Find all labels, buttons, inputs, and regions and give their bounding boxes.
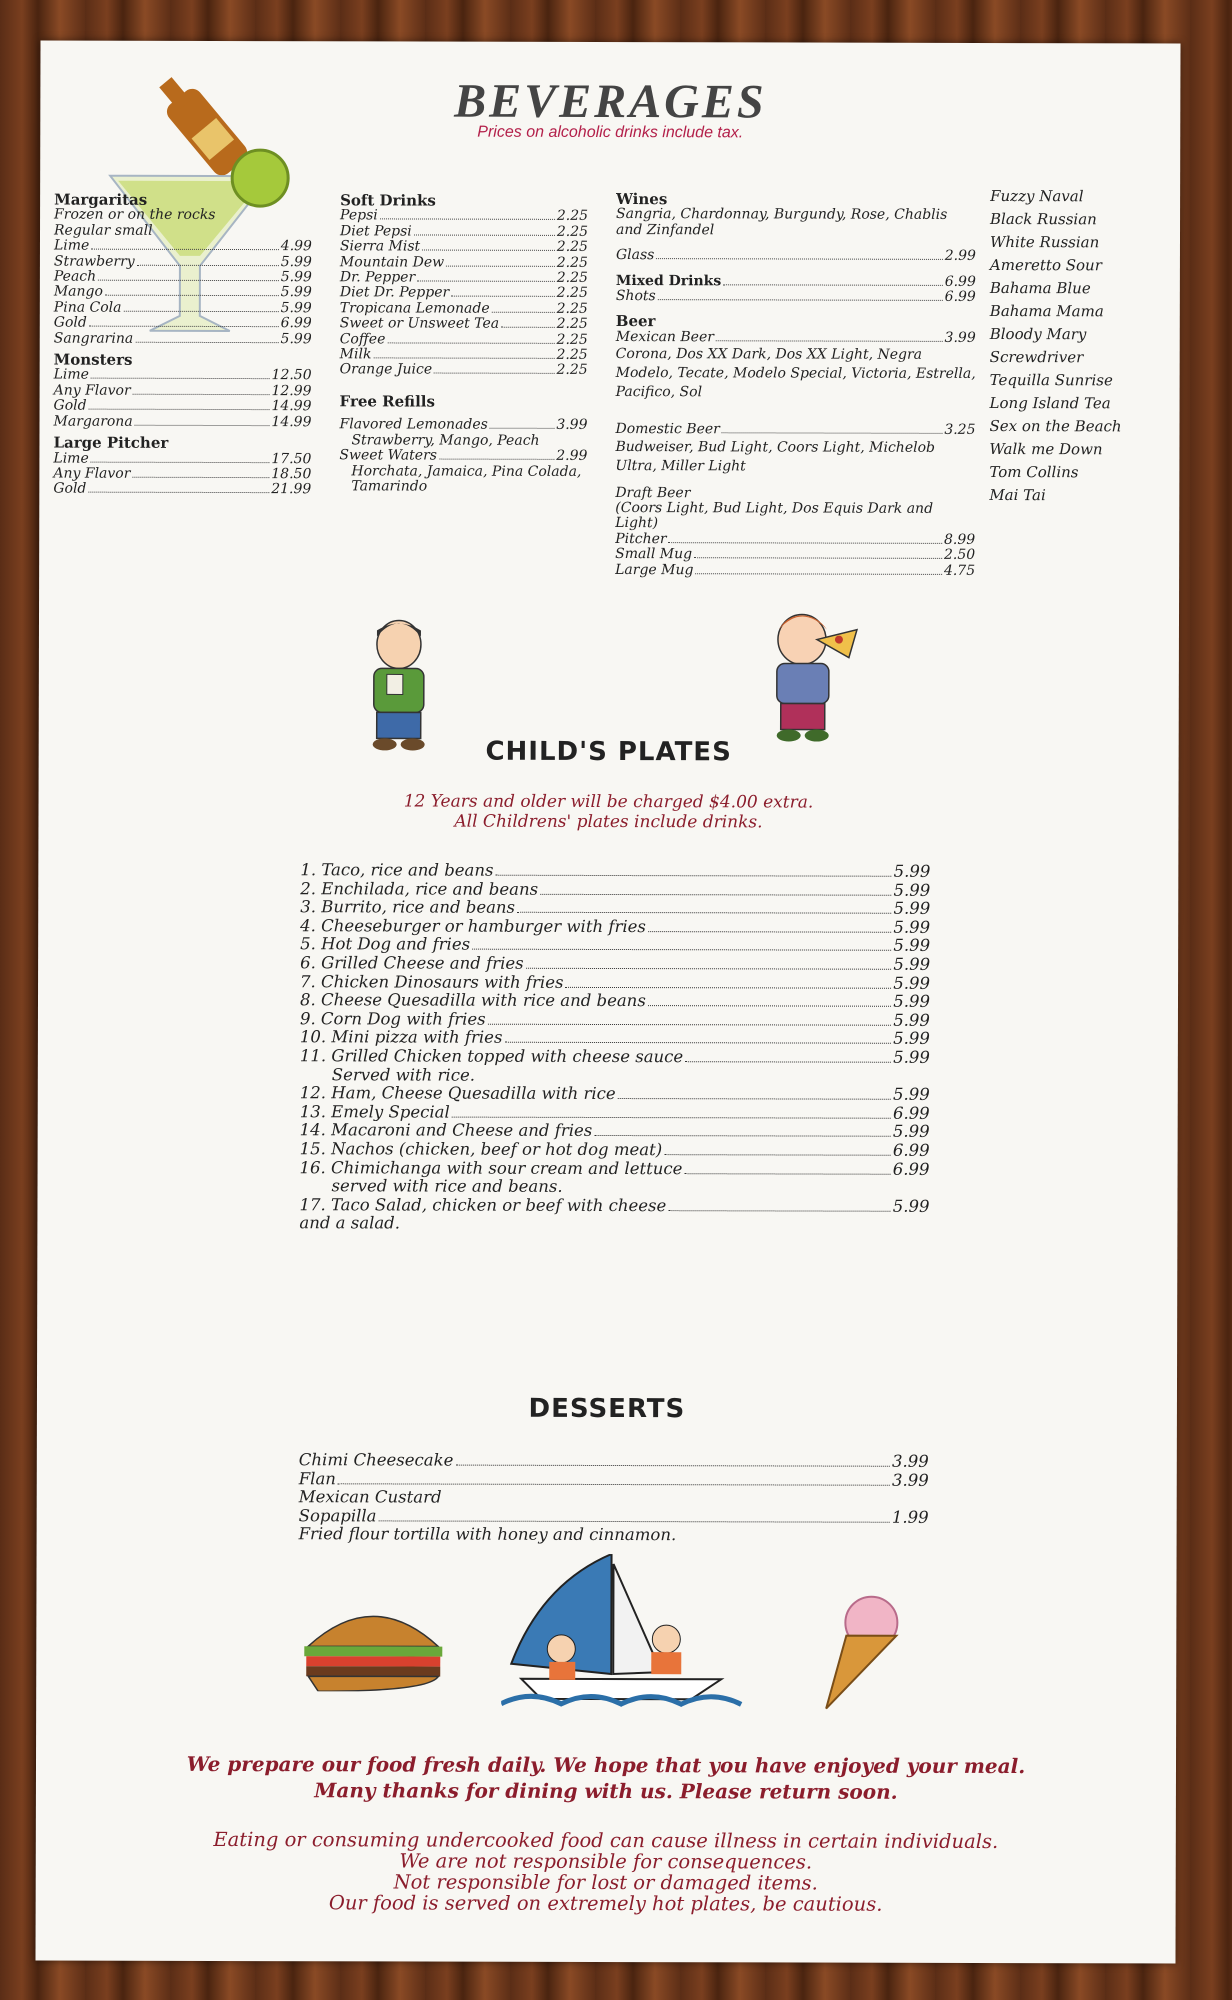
wines-beer-column bbox=[615, 192, 976, 579]
kid-eating-pizza-illustration bbox=[757, 607, 867, 747]
menu-item: Lime 4.99 bbox=[53, 237, 312, 255]
menu-item: Milk 2.25 bbox=[339, 346, 588, 364]
childs-plates-note bbox=[38, 791, 1178, 834]
soft-drinks-list bbox=[340, 209, 588, 379]
soft-drinks-heading: Soft Drinks bbox=[340, 191, 436, 210]
menu-item: 6. Grilled Cheese and fries 5.99 bbox=[300, 953, 931, 974]
menu-item: 10. Mini pizza with fries 5.99 bbox=[299, 1027, 930, 1049]
cocktail-item: Bahama Blue bbox=[989, 278, 1091, 298]
cocktails-column bbox=[989, 185, 1170, 507]
footer-line-1: We prepare our food fresh daily. We hope that you have enjoyed your meal. bbox=[186, 1751, 1026, 1779]
lemonade-flavors: Strawberry, Mango, Peach bbox=[351, 432, 540, 449]
beer-heading: Beer bbox=[615, 312, 656, 331]
cocktail-item: Ameretto Sour bbox=[989, 255, 1102, 275]
menu-item: Peach 5.99 bbox=[53, 268, 312, 286]
draft-beer-list bbox=[615, 532, 975, 579]
menu-item: Chimi Cheesecake 3.99 bbox=[298, 1450, 929, 1471]
cocktail-item: Bahama Mama bbox=[989, 301, 1104, 321]
footer-disclaimer bbox=[36, 1829, 1176, 1916]
draft-beer-name: Draft Beer bbox=[615, 484, 691, 501]
wines-desc: Sangria, Chardonnay, Burgundy, Rose, Chablis and Zinfandel bbox=[616, 206, 948, 239]
menu-item: 3. Burrito, rice and beans 5.99 bbox=[300, 897, 931, 919]
menu-item: 2. Enchilada, rice and beans 5.99 bbox=[300, 878, 931, 900]
footer-line-3: Eating or consuming undercooked food can cause illness in certain individuals. bbox=[213, 1827, 999, 1854]
menu-item: Mexican Beer 3.99 bbox=[615, 328, 976, 346]
menu-item: Large Mug 4.75 bbox=[615, 561, 976, 579]
menu-item: 7. Chicken Dinosaurs with fries 5.99 bbox=[300, 971, 931, 993]
child-drinks-note: All Childrens' plates include drinks. bbox=[454, 811, 763, 833]
cocktail-item: White Russian bbox=[989, 232, 1100, 252]
mexican-beer-desc: Corona, Dos XX Dark, Dos XX Light, Negra Modelo, Tecate, Modelo Special, Victoria, Estrella, Pacifico, Sol bbox=[615, 346, 976, 401]
menu-item: Sangrarina 5.99 bbox=[53, 330, 312, 347]
monsters-heading: Monsters bbox=[53, 350, 133, 369]
childs-plates-title: CHILD'S PLATES bbox=[485, 736, 732, 768]
margaritas-column bbox=[53, 190, 312, 498]
ice-cream-cone-icon bbox=[806, 1591, 916, 1711]
menu-item: 13. Emely Special 6.99 bbox=[299, 1101, 930, 1123]
menu-item: Sweet Waters 2.99 bbox=[339, 447, 588, 465]
menu-item: 16. Chimichanga with sour cream and lettuce 6.99 bbox=[299, 1157, 930, 1179]
pitcher-list bbox=[53, 451, 311, 498]
menu-item: Pitcher 8.99 bbox=[615, 530, 976, 548]
cocktail-item: Bloody Mary bbox=[989, 324, 1087, 344]
menu-item: Any Flavor 12.99 bbox=[53, 382, 312, 400]
sopapilla-desc: Fried flour tortilla with honey and cinnamon. bbox=[298, 1524, 677, 1545]
sailboat-kids-icon bbox=[501, 1554, 751, 1715]
cocktail-item: Sex on the Beach bbox=[989, 416, 1122, 436]
menu-item-note: Served with rice. bbox=[331, 1064, 476, 1085]
menu-item: Sierra Mist 2.25 bbox=[339, 238, 588, 256]
menu-item: Dr. Pepper 2.25 bbox=[339, 269, 588, 286]
menu-item: 4. Cheeseburger or hamburger with fries 5.99 bbox=[300, 915, 931, 937]
cocktail-item: Tequilla Sunrise bbox=[989, 370, 1113, 390]
menu-item: Gold 6.99 bbox=[53, 314, 312, 332]
menu-item: Pepsi 2.25 bbox=[340, 207, 589, 225]
menu-item: 1. Taco, rice and beans 5.99 bbox=[300, 860, 931, 881]
free-refills-heading: Free Refills bbox=[339, 392, 435, 411]
wines-heading: Wines bbox=[616, 190, 668, 209]
menu-item: 9. Corn Dog with fries 5.99 bbox=[299, 1008, 930, 1030]
pitcher-heading: Large Pitcher bbox=[53, 433, 169, 452]
menu-item-note: served with rice and beans. bbox=[331, 1176, 563, 1196]
menu-item: Lime 12.50 bbox=[53, 367, 312, 384]
beverages-title: BEVERAGES bbox=[454, 74, 767, 129]
menu-item: Flavored Lemonades 3.99 bbox=[339, 416, 588, 434]
menu-item: Diet Dr. Pepper 2.25 bbox=[339, 284, 588, 302]
margaritas-list bbox=[54, 239, 312, 348]
menu-item: 15. Nachos (chicken, beef or hot dog meat) 6.99 bbox=[299, 1139, 930, 1160]
margaritas-size: Regular small bbox=[53, 222, 153, 239]
menu-item: Orange Juice 2.25 bbox=[339, 361, 588, 379]
menu-item: 14. Macaroni and Cheese and fries 5.99 bbox=[299, 1120, 930, 1142]
draft-beer-desc: (Coors Light, Bud Light, Dos Equis Dark and Light) bbox=[615, 500, 934, 532]
menu-item: Gold 14.99 bbox=[53, 397, 312, 415]
menu-item: Mixed Drinks 6.99 bbox=[615, 272, 976, 290]
menu-item: Flan 3.99 bbox=[298, 1468, 929, 1490]
menu-item: Any Flavor 18.50 bbox=[53, 465, 312, 483]
menu-item: 12. Ham, Cheese Quesadilla with rice 5.99 bbox=[299, 1083, 930, 1104]
domestic-beer-desc: Budweiser, Bud Light, Coors Light, Michelob Ultra, Miller Light bbox=[615, 438, 936, 475]
footer-line-4: We are not responsible for consequences. bbox=[399, 1849, 813, 1874]
burger-icon bbox=[298, 1601, 448, 1691]
menu-item: 5. Hot Dog and fries 5.99 bbox=[300, 934, 931, 956]
menu-item: Domestic Beer 3.25 bbox=[615, 421, 976, 439]
menu-item: Mango 5.99 bbox=[53, 283, 312, 301]
menu-item: Diet Pepsi 2.25 bbox=[339, 223, 589, 240]
footer-line-2: Many thanks for dining with us. Please return soon. bbox=[314, 1778, 898, 1804]
waters-flavors: Horchata, Jamaica, Pina Colada, Tamarindo bbox=[351, 462, 582, 495]
menu-item: Glass 2.99 bbox=[615, 247, 976, 265]
footer-line-6: Our food is served on extremely hot plates, be cautious. bbox=[328, 1891, 883, 1916]
footer-thanks bbox=[36, 1751, 1176, 1806]
menu-item: Sweet or Unsweet Tea 2.25 bbox=[339, 315, 588, 333]
desserts-title: DESSERTS bbox=[528, 1393, 686, 1425]
soft-drinks-column bbox=[339, 193, 588, 495]
menu-item: 8. Cheese Quesadilla with rice and beans 5.99 bbox=[299, 990, 931, 1011]
cocktail-item: Fuzzy Naval bbox=[990, 186, 1084, 206]
footer-line-5: Not responsible for lost or damaged items. bbox=[393, 1870, 818, 1895]
desserts-list bbox=[299, 1451, 929, 1546]
child-age-note: 12 Years and older will be charged $4.00 extra. bbox=[403, 791, 814, 813]
menu-item: 11. Grilled Chicken topped with cheese sauce 5.99 bbox=[299, 1046, 930, 1067]
menu-item: Sopapilla 1.99 bbox=[298, 1505, 929, 1527]
cocktail-item: Black Russian bbox=[990, 209, 1097, 229]
cocktail-item: Tom Collins bbox=[989, 462, 1079, 482]
cocktail-item: Long Island Tea bbox=[989, 393, 1111, 413]
menu-item: Gold 21.99 bbox=[53, 480, 312, 498]
margaritas-heading: Margaritas bbox=[54, 190, 148, 209]
menu-item: Mexican Custard bbox=[298, 1487, 442, 1507]
cocktail-item: Walk me Down bbox=[989, 439, 1103, 459]
menu-item: Mountain Dew 2.25 bbox=[339, 253, 588, 271]
childs-plates-list bbox=[299, 861, 930, 1235]
menu-page bbox=[35, 41, 1180, 1964]
menu-item: Coffee 2.25 bbox=[339, 330, 588, 348]
beverages-subtitle: Prices on alcoholic drinks include tax. bbox=[477, 123, 744, 142]
menu-item: Margarona 14.99 bbox=[53, 413, 312, 430]
menu-item: Lime 17.50 bbox=[53, 450, 312, 467]
monsters-list bbox=[53, 368, 311, 430]
menu-item: Pina Cola 5.99 bbox=[53, 299, 312, 317]
margaritas-note: Frozen or on the rocks bbox=[54, 206, 216, 224]
cocktail-item: Screwdriver bbox=[989, 347, 1084, 367]
menu-item: Shots 6.99 bbox=[615, 288, 976, 305]
menu-item-note: and a salad. bbox=[299, 1213, 401, 1233]
menu-item: 17. Taco Salad, chicken or beef with cheese 5.99 bbox=[299, 1194, 930, 1216]
menu-item: Small Mug 2.50 bbox=[615, 546, 976, 564]
cocktail-item: Mai Tai bbox=[989, 485, 1046, 505]
menu-item: Strawberry 5.99 bbox=[53, 253, 312, 270]
menu-item: Tropicana Lemonade 2.25 bbox=[339, 300, 588, 317]
